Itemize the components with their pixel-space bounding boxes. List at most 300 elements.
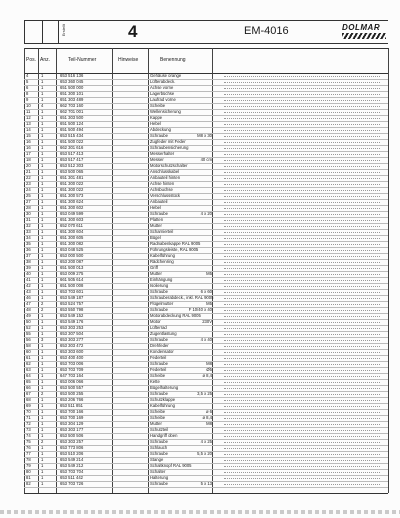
cell-anz: 2 <box>41 439 44 444</box>
fill-rule <box>224 196 380 197</box>
cell-anz: 1 <box>41 271 44 276</box>
cell-teile-nummer: 653 360 045 <box>60 79 84 84</box>
cell-benennung: Schaltknopf RAL 9005 <box>150 463 192 468</box>
cell-pos: 36 <box>26 247 31 252</box>
cell-teile-nummer: 653 515 434 <box>60 133 84 138</box>
cell-teile-nummer: 653 511 851 <box>60 403 83 408</box>
fill-rule <box>224 88 380 89</box>
cell-teile-nummer: 651 303 489 <box>60 97 84 102</box>
cell-benennung: Einhängung <box>150 277 173 282</box>
cell-anz: 1 <box>41 163 44 168</box>
cell-benennung: Anbauteil hinten <box>150 175 181 180</box>
cell-benennung: Messerhalter <box>150 151 175 156</box>
cell-anz: 1 <box>41 247 44 252</box>
cell-benennung: Schlauch <box>150 445 168 450</box>
cell-anz: 2 <box>41 301 44 306</box>
fill-rule <box>224 418 380 419</box>
cell-teile-nummer: 651 500 022 <box>60 139 84 144</box>
logo-stripes <box>342 33 386 39</box>
cell-teile-nummer: 653 304 129 <box>60 421 84 426</box>
column-rule <box>388 48 389 493</box>
cell-extra: Ø5 <box>206 367 212 372</box>
fill-rule <box>224 214 380 215</box>
cell-anz: 1 <box>41 169 44 174</box>
cell-pos: 33 <box>26 229 31 234</box>
cell-anz: 3 <box>41 337 44 342</box>
fill-rule <box>224 316 380 317</box>
header-box-right <box>41 21 66 43</box>
cell-anz: 1 <box>41 199 44 204</box>
cell-extra: F 10/40 x 40 <box>188 307 212 312</box>
cell-pos: 21 <box>26 169 31 174</box>
fill-rule <box>224 166 380 167</box>
cell-pos: 4 <box>26 73 29 78</box>
cell-benennung: Hebel <box>150 121 161 126</box>
cell-anz: 1 <box>41 355 44 360</box>
cell-benennung: Lüfterabdeck. <box>150 79 176 84</box>
cell-pos: 75 <box>26 439 31 444</box>
cell-teile-nummer: 651 300 022 <box>60 187 84 192</box>
fill-rule <box>224 460 380 461</box>
cell-benennung: Scheibe <box>150 103 166 108</box>
cell-extra: M5 <box>206 301 212 306</box>
cell-pos: 74 <box>26 433 31 438</box>
cell-teile-nummer: 651 300 605 <box>60 235 84 240</box>
cell-teile-nummer: 653 703 006 <box>60 361 84 366</box>
cell-benennung: Laufrad vorne <box>150 97 176 102</box>
cell-extra: M5 <box>206 271 212 276</box>
cell-pos: 70 <box>26 409 31 414</box>
cell-teile-nummer: 653 200 087 <box>60 259 84 264</box>
cell-anz: 1 <box>41 295 44 300</box>
cell-anz: 1 <box>41 139 44 144</box>
cell-pos: 66 <box>26 385 31 390</box>
fill-rule <box>224 370 380 371</box>
cell-anz: 1 <box>41 211 44 216</box>
cell-teile-nummer: 653 400 400 <box>60 355 84 360</box>
cell-anz: 1 <box>41 325 44 330</box>
cell-anz: 1 <box>41 265 44 270</box>
col-benennung: Benennung <box>160 57 186 63</box>
cell-pos: 12 <box>26 115 31 120</box>
cell-pos: 73 <box>26 427 31 432</box>
cell-teile-nummer: 653 549 176 <box>60 319 84 324</box>
fill-rule <box>224 412 380 413</box>
cell-pos: 18 <box>26 157 31 162</box>
cell-pos: 79 <box>26 463 31 468</box>
cell-teile-nummer: 653 049 599 <box>60 211 84 216</box>
cell-pos: 63 <box>26 367 31 372</box>
cell-benennung: Platten <box>150 217 164 222</box>
fill-rule <box>224 142 380 143</box>
cell-benennung: Kabelführung <box>150 403 175 408</box>
cell-teile-nummer: 653 549 187 <box>60 295 84 300</box>
cell-pos: 76 <box>26 445 31 450</box>
col-teile-nummer: Teil-Nummer <box>68 57 97 63</box>
cell-teile-nummer: 651 300 022 <box>60 181 84 186</box>
cell-pos: 41 <box>26 277 31 282</box>
cell-teile-nummer: 653 703 601 <box>60 289 84 294</box>
cell-benennung: Schraube <box>150 211 168 216</box>
cell-benennung: Schraube <box>150 289 168 294</box>
cell-teile-nummer: 653 500 506 <box>60 433 84 438</box>
cell-anz: 1 <box>41 457 44 462</box>
cell-teile-nummer: 653 550 798 <box>60 307 84 312</box>
cell-pos: 82 <box>26 481 31 486</box>
dolmar-logo <box>340 23 388 41</box>
cell-teile-nummer: 653 516 136 <box>60 73 84 78</box>
cell-benennung: Bügel <box>150 235 161 240</box>
cell-teile-nummer: 653 773 806 <box>60 445 84 450</box>
cell-pos: 81 <box>26 475 31 480</box>
cell-extra: 40 cm <box>200 157 212 162</box>
fill-rule <box>224 244 380 245</box>
fill-rule <box>224 352 380 353</box>
fill-rule <box>224 472 380 473</box>
cell-benennung: Motor <box>150 319 161 324</box>
cell-benennung: Scheibe <box>150 409 166 414</box>
fill-rule <box>224 292 380 293</box>
cell-teile-nummer: 653 703 704 <box>60 469 84 474</box>
cell-anz: 1 <box>41 109 44 114</box>
cell-anz: 1 <box>41 475 44 480</box>
cell-anz: 1 <box>41 319 44 324</box>
cell-benennung: Federteil <box>150 355 167 360</box>
cell-pos: 10 <box>26 103 31 108</box>
cell-pos: 30 <box>26 211 31 216</box>
cell-anz: 1 <box>41 481 44 486</box>
cell-teile-nummer: 653 206 766 <box>60 397 84 402</box>
cell-pos: 50 <box>26 319 31 324</box>
cell-anz: 1 <box>41 283 44 288</box>
cell-teile-nummer: 651 300 573 <box>60 193 84 198</box>
cell-benennung: Lüfterrad <box>150 325 167 330</box>
cell-teile-nummer: 653 500 557 <box>60 385 84 390</box>
cell-benennung: Radnabenkappe RAL 9005 <box>150 241 201 246</box>
cell-anz: 1 <box>41 379 44 384</box>
cell-extra: 5 x 13 <box>200 481 212 486</box>
fill-rule <box>224 76 380 77</box>
cell-anz: 1 <box>41 175 44 180</box>
cell-pos: 67 <box>26 391 31 396</box>
cell-pos: 20 <box>26 163 31 168</box>
cell-teile-nummer: 651 303 500 <box>60 115 84 120</box>
cell-pos: 48 <box>26 307 31 312</box>
cell-teile-nummer: 651 301 481 <box>60 175 84 180</box>
cell-teile-nummer: 653 500 255 <box>60 391 84 396</box>
cell-teile-nummer: 653 006 066 <box>60 379 84 384</box>
cell-benennung: Scheibe <box>150 373 166 378</box>
fill-rule <box>224 406 380 407</box>
fill-rule <box>224 178 380 179</box>
cell-pos: 32 <box>26 223 31 228</box>
fill-rule <box>224 148 380 149</box>
cell-benennung: Federteil <box>150 367 167 372</box>
cell-teile-nummer: 653 048 525 <box>60 247 84 252</box>
cell-teile-nummer: 651 500 013 <box>60 265 84 270</box>
fill-rule <box>224 454 380 455</box>
cell-benennung: Scheibe <box>150 415 166 420</box>
cell-benennung: Achse hinten <box>150 181 175 186</box>
cell-pos: 6 <box>26 85 29 90</box>
cell-benennung: Schrauberabdeck., inkl. RAL 9005 <box>150 295 214 300</box>
cell-pos: 56 <box>26 337 31 342</box>
cell-anz: 1 <box>41 187 44 192</box>
cell-anz: 1 <box>41 289 44 294</box>
cell-benennung: Lagerbüchse <box>150 91 175 96</box>
cell-anz: 1 <box>41 151 44 156</box>
cell-benennung: Verschlussstück <box>150 193 181 198</box>
cell-teile-nummer: 651 300 082 <box>60 241 84 246</box>
cell-anz: 1 <box>41 205 44 210</box>
cell-pos: 69 <box>26 403 31 408</box>
fill-rule <box>224 376 380 377</box>
cell-anz: 1 <box>41 349 44 354</box>
cell-pos: 9 <box>26 97 29 102</box>
cell-pos: 77 <box>26 451 31 456</box>
cell-benennung: Schraubensicherung <box>150 145 189 150</box>
cell-pos: 62 <box>26 361 31 366</box>
cell-benennung: Anschlusskabel <box>150 169 180 174</box>
cell-benennung: Kabelführung <box>150 253 175 258</box>
cell-pos: 64 <box>26 373 31 378</box>
cell-anz: 1 <box>41 277 44 282</box>
cell-pos: 61 <box>26 355 31 360</box>
page-header <box>24 20 388 44</box>
cell-anz: 1 <box>41 145 44 150</box>
cell-pos: 80 <box>26 469 31 474</box>
fill-rule <box>224 268 380 269</box>
cell-pos: 13 <box>26 121 31 126</box>
cell-teile-nummer: 653 000 500 <box>60 253 84 258</box>
cell-pos: 34 <box>26 235 31 240</box>
brand-name: DOLMAR <box>342 23 381 32</box>
cell-pos: 27 <box>26 199 31 204</box>
cell-teile-nummer: 651 300 603 <box>60 217 84 222</box>
fill-rule <box>224 82 380 83</box>
cell-teile-nummer: 653 500 065 <box>60 169 84 174</box>
cell-teile-nummer: 651 500 124 <box>60 121 84 126</box>
cell-anz: 1 <box>41 127 44 132</box>
cell-extra: 3,5 x 25 <box>197 391 212 396</box>
cell-anz: 4 <box>41 103 44 108</box>
cell-benennung: Schraube <box>150 391 168 396</box>
cell-anz: 1 <box>41 415 44 420</box>
cell-pos: 78 <box>26 457 31 462</box>
cell-anz: 2 <box>41 391 44 396</box>
fill-rule <box>224 208 380 209</box>
cell-benennung: Schraube <box>150 439 168 444</box>
cell-extra: M8 x 30 <box>197 133 212 138</box>
fill-rule <box>224 364 380 365</box>
fill-rule <box>224 136 380 137</box>
cell-pos: 65 <box>26 379 31 384</box>
fill-rule <box>224 256 380 257</box>
fill-rule <box>224 298 380 299</box>
fill-rule <box>224 400 380 401</box>
cell-pos: 46 <box>26 295 31 300</box>
cell-anz: 1 <box>41 367 44 372</box>
fill-rule <box>224 340 380 341</box>
column-header <box>24 48 388 74</box>
cell-pos: 47 <box>26 301 31 306</box>
cell-teile-nummer: 651 300 101 <box>60 91 84 96</box>
cell-anz: 1 <box>41 445 44 450</box>
cell-benennung: Isolierung <box>150 283 169 288</box>
cell-anz: 1 <box>41 259 44 264</box>
cell-anz: 1 <box>41 343 44 348</box>
fill-rule <box>224 286 380 287</box>
fill-rule <box>224 202 380 203</box>
cell-pos: 38 <box>26 259 31 264</box>
cell-anz: 1 <box>41 235 44 240</box>
cell-pos: 15 <box>26 133 31 138</box>
cell-teile-nummer: 653 307 504 <box>60 331 84 336</box>
cell-teile-nummer: 652 070 611 <box>60 223 83 228</box>
fill-rule <box>224 334 380 335</box>
cell-pos: 68 <box>26 397 31 402</box>
cell-teile-nummer: 653 512 303 <box>60 163 84 168</box>
cell-extra: 4 x 40 <box>200 337 212 342</box>
cell-benennung: Kappe <box>150 115 163 120</box>
cell-anz: 1 <box>41 397 44 402</box>
cell-anz: 1 <box>41 73 44 78</box>
fill-rule <box>224 262 380 263</box>
fill-rule <box>224 436 380 437</box>
cell-benennung: Achsbuchse <box>150 187 173 192</box>
cell-extra: 6 x 60 <box>200 289 212 294</box>
cell-teile-nummer: 653 700 169 <box>60 415 84 420</box>
cell-benennung: Schalter <box>150 469 166 474</box>
cell-benennung: Schraube <box>150 451 168 456</box>
cell-benennung: Scharnierteil <box>150 229 174 234</box>
cell-anz: 1 <box>41 121 44 126</box>
cell-teile-nummer: 653 303 277 <box>60 337 84 342</box>
cell-benennung: Drehfeder <box>150 343 169 348</box>
cell-anz: 1 <box>41 193 44 198</box>
cell-teile-nummer: 651 300 604 <box>60 229 84 234</box>
cell-anz: 1 <box>41 451 44 456</box>
cell-pos: 16 <box>26 145 31 150</box>
cell-benennung: Zugentlastung <box>150 331 177 336</box>
cell-pos: 40 <box>26 271 31 276</box>
header-sidebar-text: Erstellt <box>61 24 66 37</box>
cell-teile-nummer: 653 510 206 <box>60 451 84 456</box>
cell-pos: 55 <box>26 331 31 336</box>
fill-rule <box>224 124 380 125</box>
cell-benennung: Schraube <box>150 133 168 138</box>
cell-anz: 1 <box>41 217 44 222</box>
cell-pos: 52 <box>26 325 31 330</box>
cell-benennung: Schraube <box>150 361 168 366</box>
cell-pos: 8 <box>26 91 29 96</box>
cell-anz: 1 <box>41 91 44 96</box>
cell-pos: 24 <box>26 187 31 192</box>
fill-rule <box>224 220 380 221</box>
cell-teile-nummer: 653 517 417 <box>60 157 84 162</box>
cell-benennung: Flügelmutter <box>150 301 174 306</box>
cell-pos: 31 <box>26 217 31 222</box>
cell-pos: 28 <box>26 205 31 210</box>
cell-teile-nummer: 653 303 472 <box>60 343 84 348</box>
fill-rule <box>224 322 380 323</box>
cell-anz: 1 <box>41 385 44 390</box>
cell-pos: 5 <box>26 79 29 84</box>
fill-rule <box>224 346 380 347</box>
fill-rule <box>224 430 380 431</box>
cell-teile-nummer: 653 303 600 <box>60 349 84 354</box>
cell-pos: 60 <box>26 349 31 354</box>
cell-extra: 4 x 25 <box>200 439 212 444</box>
cell-teile-nummer: 651 500 008 <box>60 283 84 288</box>
fill-rule <box>224 232 380 233</box>
fill-rule <box>224 226 380 227</box>
fill-rule <box>224 478 380 479</box>
page-number: 4 <box>128 22 138 41</box>
cell-anz: 1 <box>41 133 44 138</box>
cell-teile-nummer: 662 301 616 <box>60 145 84 150</box>
cell-teile-nummer: 661 505 614 <box>60 277 84 282</box>
cell-benennung: Schutzklappe <box>150 397 176 402</box>
cell-benennung: Mutter <box>150 421 162 426</box>
cell-pos: 71 <box>26 415 31 420</box>
cell-benennung: Handgriff oben <box>150 433 178 438</box>
cell-anz: 2 <box>41 307 44 312</box>
cell-anz: 1 <box>41 373 44 378</box>
cell-benennung: Kondensator <box>150 349 174 354</box>
fill-rule <box>224 190 380 191</box>
model-number: EM-4016 <box>244 25 289 37</box>
cell-anz: 1 <box>41 331 44 336</box>
fill-rule <box>224 106 380 107</box>
cell-benennung: Führungsleiste, RAL 9005 <box>150 247 199 252</box>
cell-anz: 1 <box>41 97 44 102</box>
cell-teile-nummer: 662 701 001 <box>60 109 84 114</box>
cell-teile-nummer: 651 300 624 <box>60 199 84 204</box>
cell-teile-nummer: 662 703 160 <box>60 103 84 108</box>
cell-benennung: Abdeckung <box>150 127 171 132</box>
cell-extra: M8 <box>206 421 212 426</box>
fill-rule <box>224 424 380 425</box>
cell-extra: 4 x 20 <box>200 211 212 216</box>
fill-rule <box>224 358 380 359</box>
cell-teile-nummer: 653 303 253 <box>60 325 84 330</box>
cell-anz: 1 <box>41 421 44 426</box>
cell-benennung: Schutzteil <box>150 427 169 432</box>
cell-anz: 1 <box>41 229 44 234</box>
cell-teile-nummer: 653 009 275 <box>60 271 84 276</box>
cell-benennung: Mutter <box>150 271 162 276</box>
col-pos: Pos. <box>26 57 37 63</box>
cell-pos: 43 <box>26 289 31 294</box>
fill-rule <box>224 118 380 119</box>
cell-extra: M8 <box>206 361 212 366</box>
cell-teile-nummer: 653 511 442 <box>60 475 83 480</box>
fill-rule <box>224 184 380 185</box>
cell-anz: 1 <box>41 79 44 84</box>
cell-teile-nummer: 653 303 257 <box>60 439 84 444</box>
fill-rule <box>224 382 380 383</box>
cell-benennung: Stange <box>150 457 164 462</box>
cell-anz: 1 <box>41 463 44 468</box>
cell-benennung: Motorabdeckung RAL 9005 <box>150 313 201 318</box>
cell-benennung: Schraube <box>150 481 168 486</box>
cell-pos: 16 <box>26 139 31 144</box>
cell-anz: 1 <box>41 469 44 474</box>
cell-teile-nummer: 651 500 494 <box>60 127 84 132</box>
fill-rule <box>224 160 380 161</box>
cell-pos: 11 <box>26 109 31 114</box>
